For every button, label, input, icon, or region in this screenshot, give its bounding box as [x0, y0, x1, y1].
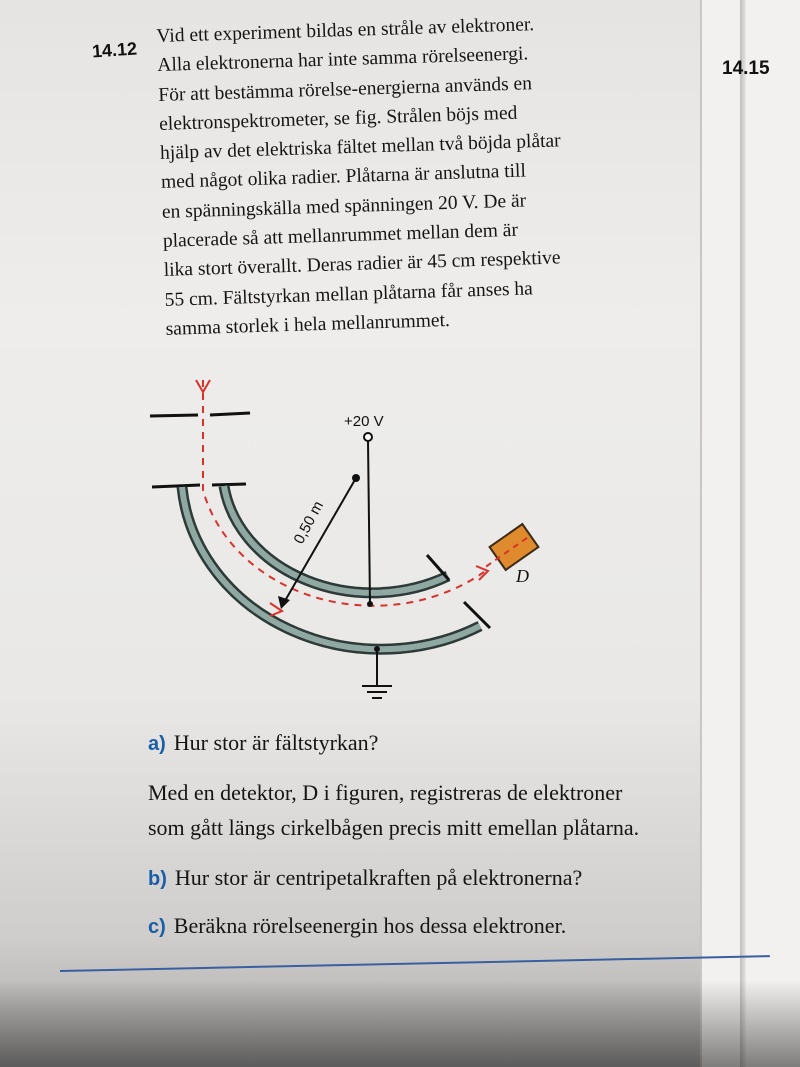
question-b [148, 865, 582, 891]
problem-line: Alla elektronerna har inte samma rörelseenergi. [157, 43, 529, 77]
question-c [148, 913, 566, 939]
voltage-wire [368, 441, 370, 604]
problem-line: elektronspektrometer, se fig. Strålen böjs med [158, 102, 518, 135]
question-c-text: Beräkna rörelseenergin hos dessa elektroner. [173, 913, 567, 938]
facing-problem-number: 14.15 [722, 58, 770, 79]
problem-line: samma storlek i hela mellanrummet. [165, 309, 451, 340]
info-line-1: Med en detektor, D i figuren, registreras de elektroner [148, 780, 623, 805]
voltage-label: +20 V [344, 413, 384, 430]
radius-arrowhead [278, 596, 290, 609]
problem-line: placerade så att mellanrummet mellan dem är [162, 219, 519, 252]
question-a-label: a) [148, 733, 166, 755]
problem-line: Vid ett experiment bildas en stråle av elektroner. [156, 14, 535, 47]
question-c-label: c) [148, 916, 166, 938]
inner-plate-contact [367, 601, 373, 607]
plate-top-outer-cap [152, 485, 200, 487]
problem-line: hjälp av det elektriska fältet mellan två böjda plåtar [159, 130, 561, 165]
outer-plate-contact [374, 646, 380, 652]
plate-top-inner-cap [212, 484, 246, 485]
entrance-slit-left [150, 415, 198, 416]
question-a [148, 730, 378, 756]
voltage-terminal [364, 433, 372, 441]
problem-line: en spänningskälla med spänningen 20 V. De är [161, 190, 527, 223]
question-b-label: b) [148, 868, 167, 890]
inner-plate-fill [224, 486, 448, 593]
entrance-slit-right [210, 413, 250, 415]
problem-line: med något olika radier. Plåtarna är anslutna till [160, 160, 527, 194]
problem-line: 55 cm. Fältstyrkan mellan plåtarna får anses ha [164, 277, 534, 311]
detector-label: D [516, 566, 529, 586]
radius-label: 0,50 m [290, 498, 328, 547]
info-line-2: som gått längs cirkelbågen precis mitt emellan plåtarna. [148, 815, 640, 840]
problem-line: För att bestämma rörelse-energierna används en [157, 72, 533, 106]
inner-plate [224, 486, 448, 593]
question-a-text: Hur stor är fältstyrkan? [173, 730, 379, 755]
problem-line: lika stort överallt. Deras radier är 45 cm respektive [163, 247, 561, 282]
photo-shadow [0, 980, 800, 1067]
center-point [352, 474, 360, 482]
problem-number: 14.12 [91, 38, 138, 62]
question-b-text: Hur stor är centripetalkraften på elektronerna? [174, 865, 583, 890]
